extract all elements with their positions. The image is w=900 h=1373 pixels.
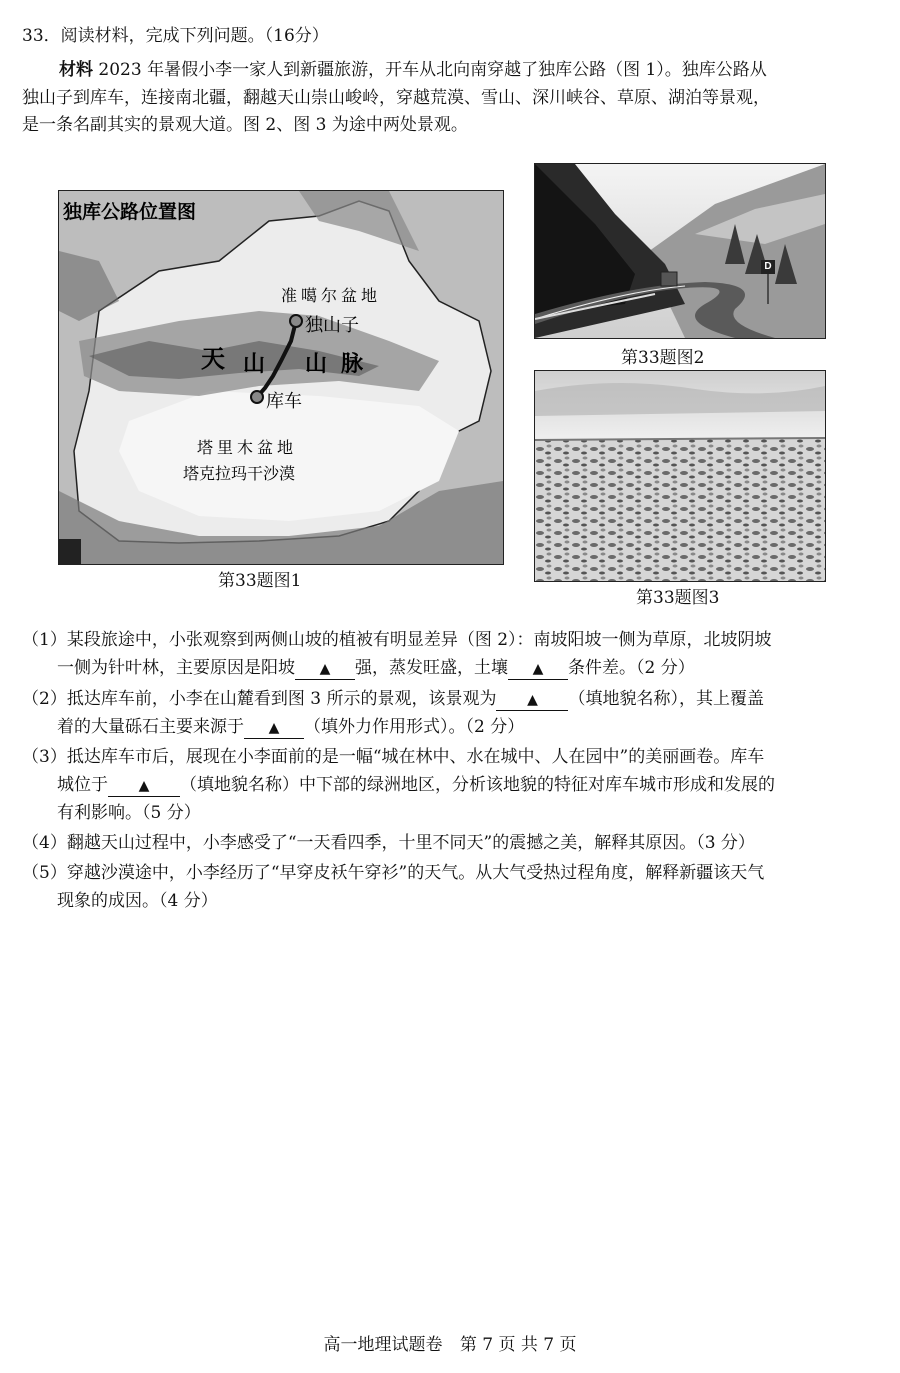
q3-text-b: （填地貌名称）中下部的绿洲地区，分析该地貌的特征对库车城市形成和发展的 <box>180 775 775 795</box>
q5-line-2: 现象的成因。（4 分） <box>57 891 218 911</box>
q1-text-c: 条件差。（2 分） <box>568 658 695 678</box>
map-label-dushanzi: 独山子 <box>305 315 359 336</box>
map-label-desert: 塔克拉玛干沙漠 <box>183 464 296 483</box>
q3-text-a: 城位于 <box>57 775 108 795</box>
q2-text-b: （填地貌名称），其上覆盖 <box>568 689 764 709</box>
blank-marker-icon: ▲ <box>527 692 538 708</box>
q2-line-2 <box>57 715 524 739</box>
map-label-mai: 脉 <box>341 351 364 377</box>
blank-marker-icon: ▲ <box>138 778 150 794</box>
photo3-graphic <box>535 371 825 581</box>
map-title: 独库公路位置图 <box>63 201 197 223</box>
material-line-3: 是一条名副其实的景观大道。图 2、图 3 为途中两处景观。 <box>22 115 468 135</box>
figure2-caption: 第33题图2 <box>621 348 705 368</box>
blank-marker-icon: ▲ <box>532 661 544 677</box>
photo-mountain-road <box>534 163 826 339</box>
blank-marker-icon: ▲ <box>268 720 280 736</box>
q1-blank-1[interactable] <box>295 658 355 680</box>
q3-line-3: 有利影响。（5 分） <box>57 803 201 823</box>
photo2-graphic <box>535 164 825 338</box>
location-map <box>58 190 504 565</box>
material-line-1 <box>59 58 767 82</box>
figure3-caption: 第33题图3 <box>636 588 720 608</box>
q2-text-c: 着的大量砾石主要来源于 <box>57 717 244 737</box>
figure1-caption: 第33题图1 <box>218 571 302 591</box>
q1-line-2 <box>57 656 695 680</box>
page-footer <box>0 1330 900 1355</box>
q3-line-1: （3）抵达库车市后，展现在小李面前的是一幅“城在林中、水在城中、人在园中”的美丽画卷。库车 <box>22 747 765 767</box>
q3-blank-1[interactable] <box>108 775 180 797</box>
q1-text-a: 一侧为针叶林，主要原因是阳坡 <box>57 658 295 678</box>
map-label-shan: 山 <box>243 351 266 377</box>
q1-line-1: （1）某段旅途中，小张观察到两侧山坡的植被有明显差异（图 2）：南坡阳坡一侧为草原，北坡阴坡 <box>22 630 772 650</box>
footer-page: 第 7 页 共 7 页 <box>459 1335 577 1355</box>
q3-line-2 <box>57 773 775 797</box>
q2-blank-1[interactable] <box>496 689 568 711</box>
blank-marker-icon: ▲ <box>319 661 331 677</box>
material-line-2: 独山子到库车，连接南北疆，翻越天山崇山峻岭，穿越荒漠、雪山、深川峡谷、草原、湖泊等景观， <box>22 88 770 108</box>
material-label: 材料 <box>59 60 93 80</box>
q2-text-d: （填外力作用形式）。（2 分） <box>304 717 525 737</box>
q5-line-1: （5）穿越沙漠途中，小李经历了“早穿皮袄午穿衫”的天气。从大气受热过程角度，解释新疆该天气 <box>22 863 765 883</box>
road-sign: D <box>764 261 772 272</box>
map-label-kuche: 库车 <box>266 391 302 412</box>
map-label-shan2: 山 <box>305 351 328 377</box>
map-label-tarim: 塔里木盆地 <box>197 438 298 457</box>
q2-blank-2[interactable] <box>244 717 304 739</box>
question-header: 33．阅读材料，完成下列问题。（16分） <box>22 26 329 46</box>
map-graphic <box>59 191 503 564</box>
photo-gravel-plain <box>534 370 826 582</box>
q2-line-1 <box>22 687 764 711</box>
map-label-junggar: 准噶尔盆地 <box>281 286 382 305</box>
q2-text-a: （2）抵达库车前，小李在山麓看到图 3 所示的景观，该景观为 <box>22 689 497 709</box>
material-text-1: 2023 年暑假小李一家人到新疆旅游，开车从北向南穿越了独库公路（图 1）。独库公路从 <box>98 60 767 80</box>
q1-text-b: 强，蒸发旺盛，土壤 <box>355 658 508 678</box>
q4-line-1: （4）翻越天山过程中，小李感受了“一天看四季，十里不同天”的震撼之美，解释其原因。（3 分） <box>22 833 755 853</box>
map-label-tian: 天 <box>201 344 225 373</box>
footer-subject: 高一地理试题卷 <box>323 1335 443 1355</box>
q1-blank-2[interactable] <box>508 658 568 680</box>
